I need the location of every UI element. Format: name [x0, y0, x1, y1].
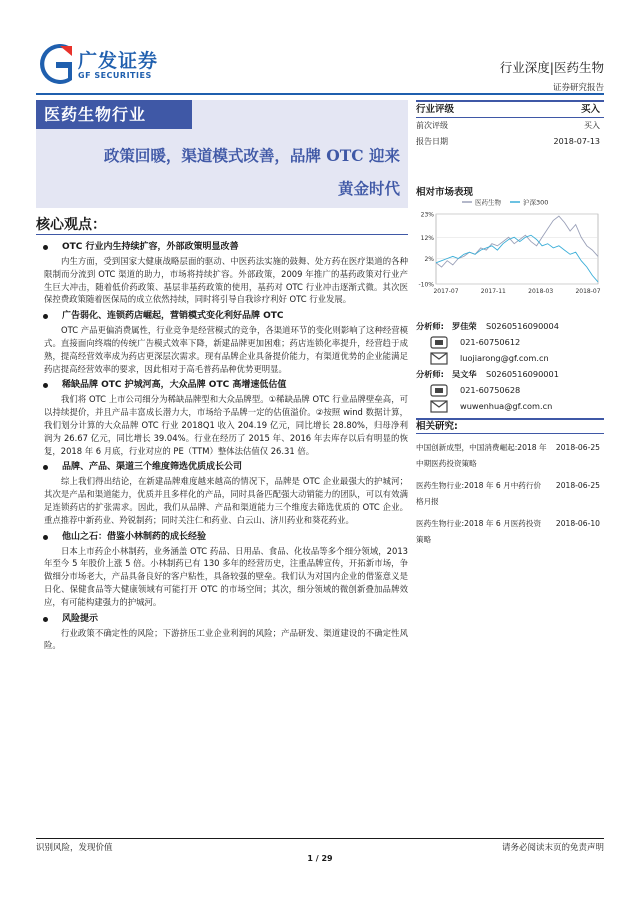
header-divider [36, 93, 604, 95]
chart-y-tick-label: 12% [420, 234, 434, 242]
footer-divider [36, 838, 604, 839]
bullet-icon [43, 245, 48, 250]
analyst-cert: S0260516090001 [486, 369, 559, 379]
related-research-title[interactable]: 医药生物行业:2018 年 6 月中药行价格月报 [416, 481, 542, 506]
report-subtitle: 证券研究报告 [552, 83, 604, 93]
core-point-heading: 他山之石：借鉴小林制药的成长经验 [36, 530, 408, 545]
gf-securities-logo [38, 44, 174, 88]
phone-icon [430, 384, 448, 397]
analyst-phone-row [416, 382, 604, 398]
core-point [36, 240, 408, 306]
related-research-date: 2018-06-25 [555, 481, 600, 490]
rating-row-value: 2018-07-13 [553, 137, 600, 146]
analyst-row [416, 318, 604, 334]
email-icon [430, 400, 448, 413]
rating-label: 行业评级 [416, 104, 455, 115]
chart-x-tick-label: 2018-03 [528, 288, 554, 295]
analyst-email-row[interactable] [416, 350, 604, 366]
chart-x-tick-label: 2017-07 [433, 288, 459, 295]
core-point-body: 内生方面，受到国家大健康战略层面的驱动、中医药法实施的鼓舞、处方药在医疗渠道的各种限制而分流到 OTC 渠道的助力，市场将持续扩容。外部政策，2009 年推广的基药政策对行业产生巨大冲击，随着低价药政策、基层非基药政策的使用，基药对 OTC 行业冲击逐渐式微。其次医保控费政策随着医保局的成立依然持续，同时将引导自我诊疗利好 OTC 行业发展。 [44, 256, 408, 305]
related-research-title[interactable]: 医药生物行业:2018 年 6 月医药投资策略 [416, 519, 542, 544]
analyst-phone: 021-60750612 [460, 337, 521, 347]
analyst-label: 分析师: [416, 369, 444, 379]
rating-row-value: 买入 [584, 121, 600, 130]
related-research-title[interactable]: 中国创新成型，中国消费崛起:2018 年中期医药投资策略 [416, 443, 547, 468]
chart-series-line [436, 216, 598, 267]
chart-y-tick-label: -10% [418, 281, 434, 289]
logo-chinese-name: 广发证券 [78, 50, 159, 72]
gf-logo-icon [38, 44, 72, 84]
analyst-email[interactable]: wuwenhua@gf.com.cn [460, 401, 553, 411]
analyst-name: 罗佳荣 [452, 321, 477, 331]
report-title-line1: 政策回暖，渠道模式改善，品牌 OTC 迎来 [103, 146, 400, 165]
chart-x-tick-label: 2018-07 [575, 288, 601, 295]
analyst-cert: S0260516090004 [486, 321, 559, 331]
analysts-panel [416, 318, 604, 414]
core-point-heading: 风险提示 [36, 612, 408, 627]
core-point [36, 530, 408, 609]
core-point-body: 日本上市药企小林制药，业务涵盖 OTC 药品、日用品、食品、化妆品等多个细分领域，2013 年至今 5 年股价上涨 5 倍。小林制药已有 130 多年的经营历史，注重品牌宣传，开拓新市场，争做细分市场老大，产品具备良好的客户粘性，具备较强的壁垒。我们认为对国内企业的借鉴意义是日化、保健食品等大健康领域有可能打开 OTC 的市场空间；其次，细分领域的微创新叠加品牌效应，有可能构建强力的护城河。 [44, 545, 408, 607]
related-research-date: 2018-06-25 [555, 443, 600, 452]
related-research-item[interactable] [416, 516, 604, 548]
email-icon [430, 352, 448, 365]
analyst-email-row[interactable] [416, 398, 604, 414]
title-banner [36, 100, 408, 208]
rating-row-label: 报告日期 [416, 137, 448, 146]
chart-x-tick-label: 2017-11 [480, 288, 506, 295]
core-point-body: 我们将 OTC 上市公司细分为稀缺品牌型和大众品牌型。①稀缺品牌 OTC 行业品牌壁垒高，可以持续提价，并且产品丰富成长潜力大，市场给予品牌一定的估值溢价。②按照 wind 数据计算，我们划分计算的大众品牌 OTC 行业 2018Q1 收入 204.19 亿元，同比增长 28.80%，归母净利润为 26.67 亿元，同比增长 39.04%。行业在经历了 2015 年、2016 年去库存以后有明显的恢复，2018 年 6 月底，行业对应的 PE（TTM）整体法估值仅 26.31 倍。 [44, 394, 408, 456]
rating-header [416, 100, 604, 118]
footer-slogan: 识别风险，发现价值 [36, 843, 113, 853]
related-research-item[interactable] [416, 440, 604, 472]
analyst-email[interactable]: luojiarong@gf.com.cn [460, 353, 549, 363]
core-point-body: 行业政策不确定性的风险；下游挤压工业企业利润的风险；产品研发、渠道建设的不确定性风险。 [44, 627, 408, 651]
core-point-body: 综上我们得出结论，在新建品牌难度越来越高的情况下，品牌是 OTC 企业最强大的护城河；其次是产品和渠道能力，优质并且多样化的产品，同时具备匹配强大动销能力的团队，可以有效满足连锁药店的扩张需求。因此，我们从品牌、产品和渠道能力三个维度去筛选优质的 OTC 企业。重点推荐中新药业、羚锐制药；同时关注仁和药业、白云山、济川药业和葵花药业。 [44, 476, 408, 525]
phone-icon [430, 336, 448, 349]
chart-legend-label: 医药生物 [475, 198, 501, 207]
core-point [36, 378, 408, 457]
related-research-date: 2018-06-10 [555, 519, 600, 528]
rating-value: 买入 [580, 104, 600, 115]
related-research-header: 相关研究: [416, 418, 604, 434]
analyst-row [416, 366, 604, 382]
bullet-icon [43, 314, 48, 319]
analyst-phone-row [416, 334, 604, 350]
page-number: 1 / 29 [307, 854, 333, 863]
analyst-label: 分析师: [416, 321, 444, 331]
core-point-heading: 广告弱化、连锁药店崛起，营销模式变化利好品牌 OTC [36, 309, 408, 324]
chart-legend-label: 沪深300 [523, 198, 549, 207]
rating-row [416, 118, 604, 134]
report-title-line2: 黄金时代 [337, 179, 400, 198]
footer-disclaimer: 请务必阅读末页的免责声明 [501, 843, 604, 853]
core-point [36, 612, 408, 653]
analyst-phone: 021-60750628 [460, 385, 521, 395]
relative-performance-chart [416, 196, 604, 304]
core-point [36, 309, 408, 375]
core-views-divider [36, 234, 408, 235]
industry-tag: 医药生物行业 [36, 100, 192, 129]
core-point-heading: 稀缺品牌 OTC 护城河高，大众品牌 OTC 高增速低估值 [36, 378, 408, 393]
core-views-title: 核心观点： [36, 217, 106, 233]
core-point [36, 460, 408, 526]
related-research-item[interactable] [416, 478, 604, 510]
report-category: 行业深度|医药生物 [499, 60, 604, 75]
rating-row-label: 前次评级 [416, 121, 448, 130]
core-point-body: OTC 产品更偏消费属性，行业竞争是经营模式的竞争，各渠道环节的变化则影响了这种经营模式。直接面向终端的传统广告模式效率下降，新建品牌更加困难；药店连锁化率提升，经营趋于成熟，提高经营效率成为药店更深层次需求。现有品牌企业具备提价能力，有渠道优势的企业能满足药店提高经营效率的要求，因此相对于高毛普药品种优势更明显。 [44, 325, 408, 374]
core-point-heading: 品牌、产品、渠道三个维度筛选优质成长公司 [36, 460, 408, 475]
logo-english-name: GF SECURITIES [78, 71, 152, 80]
rating-panel [416, 100, 604, 150]
related-research-panel [416, 418, 604, 548]
bullet-icon [43, 535, 48, 540]
report-header [0, 0, 640, 98]
bullet-icon [43, 617, 48, 622]
chart-plot-frame [436, 214, 598, 284]
chart-y-tick-label: 23% [420, 211, 434, 219]
report-type [500, 58, 604, 93]
rating-row [416, 134, 604, 150]
analyst-name: 吴文华 [452, 369, 477, 379]
core-views-content [36, 238, 408, 655]
bullet-icon [43, 465, 48, 470]
bullet-icon [43, 383, 48, 388]
relative-performance-title: 相对市场表现 [416, 187, 474, 198]
core-point-heading: OTC 行业内生持续扩容，外部政策明显改善 [36, 240, 408, 255]
chart-y-tick-label: 2% [424, 256, 434, 264]
